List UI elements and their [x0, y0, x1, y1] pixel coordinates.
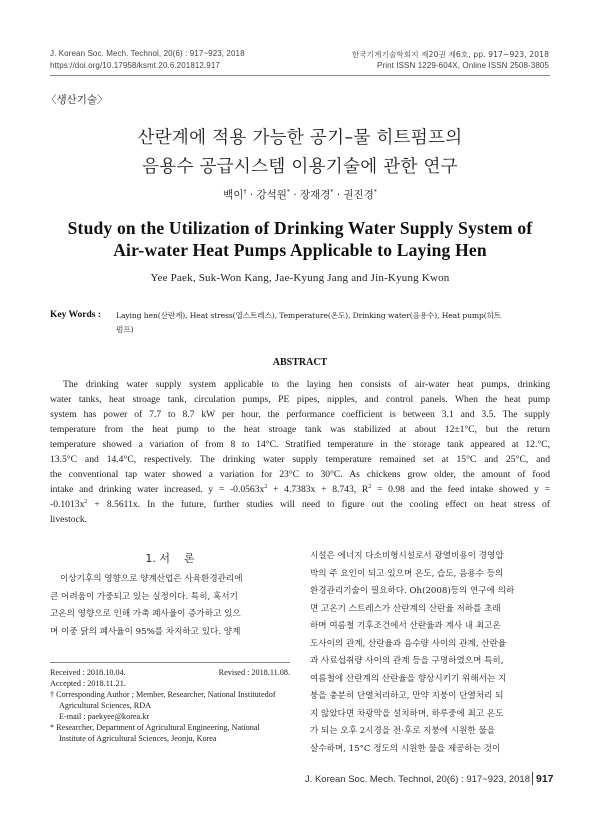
body-line: 여름철에 산란계의 산란율을 향상시키기 위해서는 지: [310, 673, 507, 684]
section-heading-introduction: 1. 서 론: [145, 552, 195, 565]
author-4: 권진경: [343, 189, 374, 201]
abstract-line: The drinking water supply system applicable to the laying hen consists of air-water heat pumps, drinking: [63, 379, 550, 390]
author-3: 장재경: [299, 189, 331, 201]
abstract-line: the conventional tap water showed a variation for 23°C to 30°C. As chickens grow older, the amount of food: [50, 469, 550, 480]
journal-citation-header: J. Korean Soc. Mech. Technol, 20(6) : 917~923, 2018: [50, 49, 245, 58]
header-rule: [50, 75, 550, 76]
body-line: 하며 여름철 기후조건에서 산란율과 계사 내 최고온: [310, 621, 501, 631]
equation-superscript: 2: [264, 483, 268, 490]
body-line: 면 고온기 스트레스가 산란계의 산란율 저하를 초래: [310, 603, 501, 614]
corresponding-mark: †: [243, 188, 247, 196]
body-line: 과 사료섭취량 사이의 관계 등을 구명하였으며 특히,: [310, 656, 504, 666]
equation-text: intake and drinking water increased. y = -0.0563x: [50, 484, 265, 495]
footnote-rule: [50, 662, 290, 663]
equation-superscript: 2: [368, 483, 372, 490]
abstract-line: water tanks, heat stroage tank, circulation pumps, PE pipes, nipples, and control panels. When the heat pump: [50, 394, 550, 405]
body-line: 박의 주 요인이 되고 있으며 온도, 습도, 음용수 등의: [310, 568, 504, 579]
received-date: Received : 2018.10.04.: [50, 668, 126, 677]
abstract-equation-line: [50, 497, 550, 512]
author-separator: ·: [333, 189, 344, 201]
body-line: 살수하며, 15°C 정도의 시원한 물을 제공하는 것이: [310, 743, 501, 754]
body-line: 가 되는 오후 2시경을 전·후로 지붕에 시원한 물을: [310, 726, 496, 736]
body-line: 이상기후의 영향으로 양계산업은 사육환경관리에: [60, 574, 243, 584]
english-authors: Yee Paek, Suk-Won Kang, Jae-Kyung Jang and Jin-Kyung Kwon: [150, 272, 450, 284]
footnotes: [50, 667, 290, 744]
right-column-body: [310, 548, 550, 758]
footer-citation: J. Korean Soc. Mech. Technol, 20(6) : 917~923, 2018: [304, 774, 530, 785]
category-label: 〈생산기술〉: [46, 94, 108, 106]
korean-authors: [0, 187, 600, 202]
equation-text: + 4.7383x + 8.743, R: [267, 484, 369, 495]
body-line: 시설은 에너지 다소비형시설로서 광열비용이 경영압: [310, 551, 504, 561]
page-number: 917: [536, 773, 554, 785]
body-line: 환경관리기술이 필요하다. Oh(2008)등의 연구에 의하: [310, 586, 515, 596]
left-column-body: [50, 571, 290, 641]
corresponding-author: † Corresponding Author ; Member, Researcher, National Institutedof: [50, 690, 276, 699]
body-line: 지 않았다면 차광막을 설치하며, 하루중에 최고 온도: [310, 708, 504, 719]
english-title-line1: Study on the Utilization of Drinking Water Supply System of: [67, 218, 533, 238]
equation-text: -0.1013x: [50, 499, 85, 510]
issn-header: Print ISSN 1229-604X, Online ISSN 2508-3805: [377, 61, 549, 70]
abstract-line: livestock.: [50, 514, 88, 525]
affiliation-mark: *: [330, 188, 334, 196]
body-line: 고온의 영향으로 인해 가축 폐사율이 증가하고 있으: [50, 609, 241, 619]
body-line: 큰 어려움이 가중되고 있는 실정이다. 특히, 혹서기: [50, 591, 238, 602]
body-line: 며 이중 닭의 폐사율이 95%를 차지하고 있다. 양계: [50, 626, 241, 637]
revised-date: Revised : 2018.11.08.: [218, 668, 290, 677]
email-link[interactable]: E-mail : paekyee@korea.kr: [59, 712, 150, 721]
accepted-date: Accepted : 2018.11.21.: [50, 679, 126, 688]
affiliation-mark: *: [286, 188, 290, 196]
abstract-line: temperature showed a variation of from 8 to 14°C. Stratified temperature in the storage tank appeared at 12.°C,: [50, 439, 550, 450]
abstract-line: 13.5°C and 14.4°C, respectively. The drinking water supply temperature remained set at 15°C and 25°C, and: [50, 454, 550, 465]
keywords-line1: Laying hen(산란계), Heat stress(열스트레스), Temperature(온도), Drinking water(음용수), Heat pump(히트: [116, 311, 502, 320]
abstract-body: [50, 377, 550, 527]
journal-citation-header-korean: 한국기계기술학회지 제20권 제6호, pp. 917~923, 2018: [351, 50, 549, 59]
korean-title-line2: 음용수 공급시스템 이용기술에 관한 연구: [142, 157, 458, 177]
keywords-label: Key Words :: [50, 310, 102, 320]
abstract-line: system has power of 7.7 to 8.7 kW per hour, the performance coefficient is between 3.1 and 3.5. The supply: [50, 409, 550, 420]
doi-link[interactable]: https://doi.org/10.17958/ksmt.20.6.201812.917: [50, 61, 220, 70]
corresponding-author-affiliation: Agricultural Sciences, RDA: [59, 701, 152, 710]
author-separator: ·: [289, 189, 300, 201]
affiliation-mark: *: [373, 188, 377, 196]
researcher-affiliation: * Researcher, Department of Agricultural Engineering, National: [50, 723, 260, 732]
abstract-line: temperature from the heat pump to the heat stroage tank was stabilized at about 12±1°C, but the return: [50, 424, 550, 435]
author-1: 백이: [223, 189, 244, 201]
equation-superscript: 2: [84, 498, 88, 505]
received-revised-row: [50, 667, 290, 678]
footer-divider: [532, 772, 533, 785]
english-title-line2: Air-water Heat Pumps Applicable to Laying Hen: [113, 240, 487, 260]
abstract-heading: ABSTRACT: [272, 357, 328, 368]
author-separator: ·: [246, 189, 257, 201]
author-2: 강석원: [256, 189, 287, 201]
equation-text: = 0.98 and the feed intake showed y =: [371, 484, 550, 495]
body-line: 붕을 충분히 단열처리하고, 만약 지붕이 단열처리 되: [310, 691, 504, 701]
researcher-affiliation-cont: Institute of Agricultural Sciences, Jeonju, Korea: [59, 734, 217, 743]
body-line: 도사이의 관계, 산란율과 음수량 사이의 관계, 산란율: [310, 638, 507, 649]
korean-title-line1: 산란계에 적용 가능한 공기–물 히트펌프의: [137, 128, 463, 148]
keywords-line2: 펌프): [116, 325, 134, 334]
abstract-equation-line: [50, 482, 550, 497]
equation-text: + 8.5611x. In the future, further studies will need to figure out the cooling effect on heat stress of: [87, 499, 550, 510]
